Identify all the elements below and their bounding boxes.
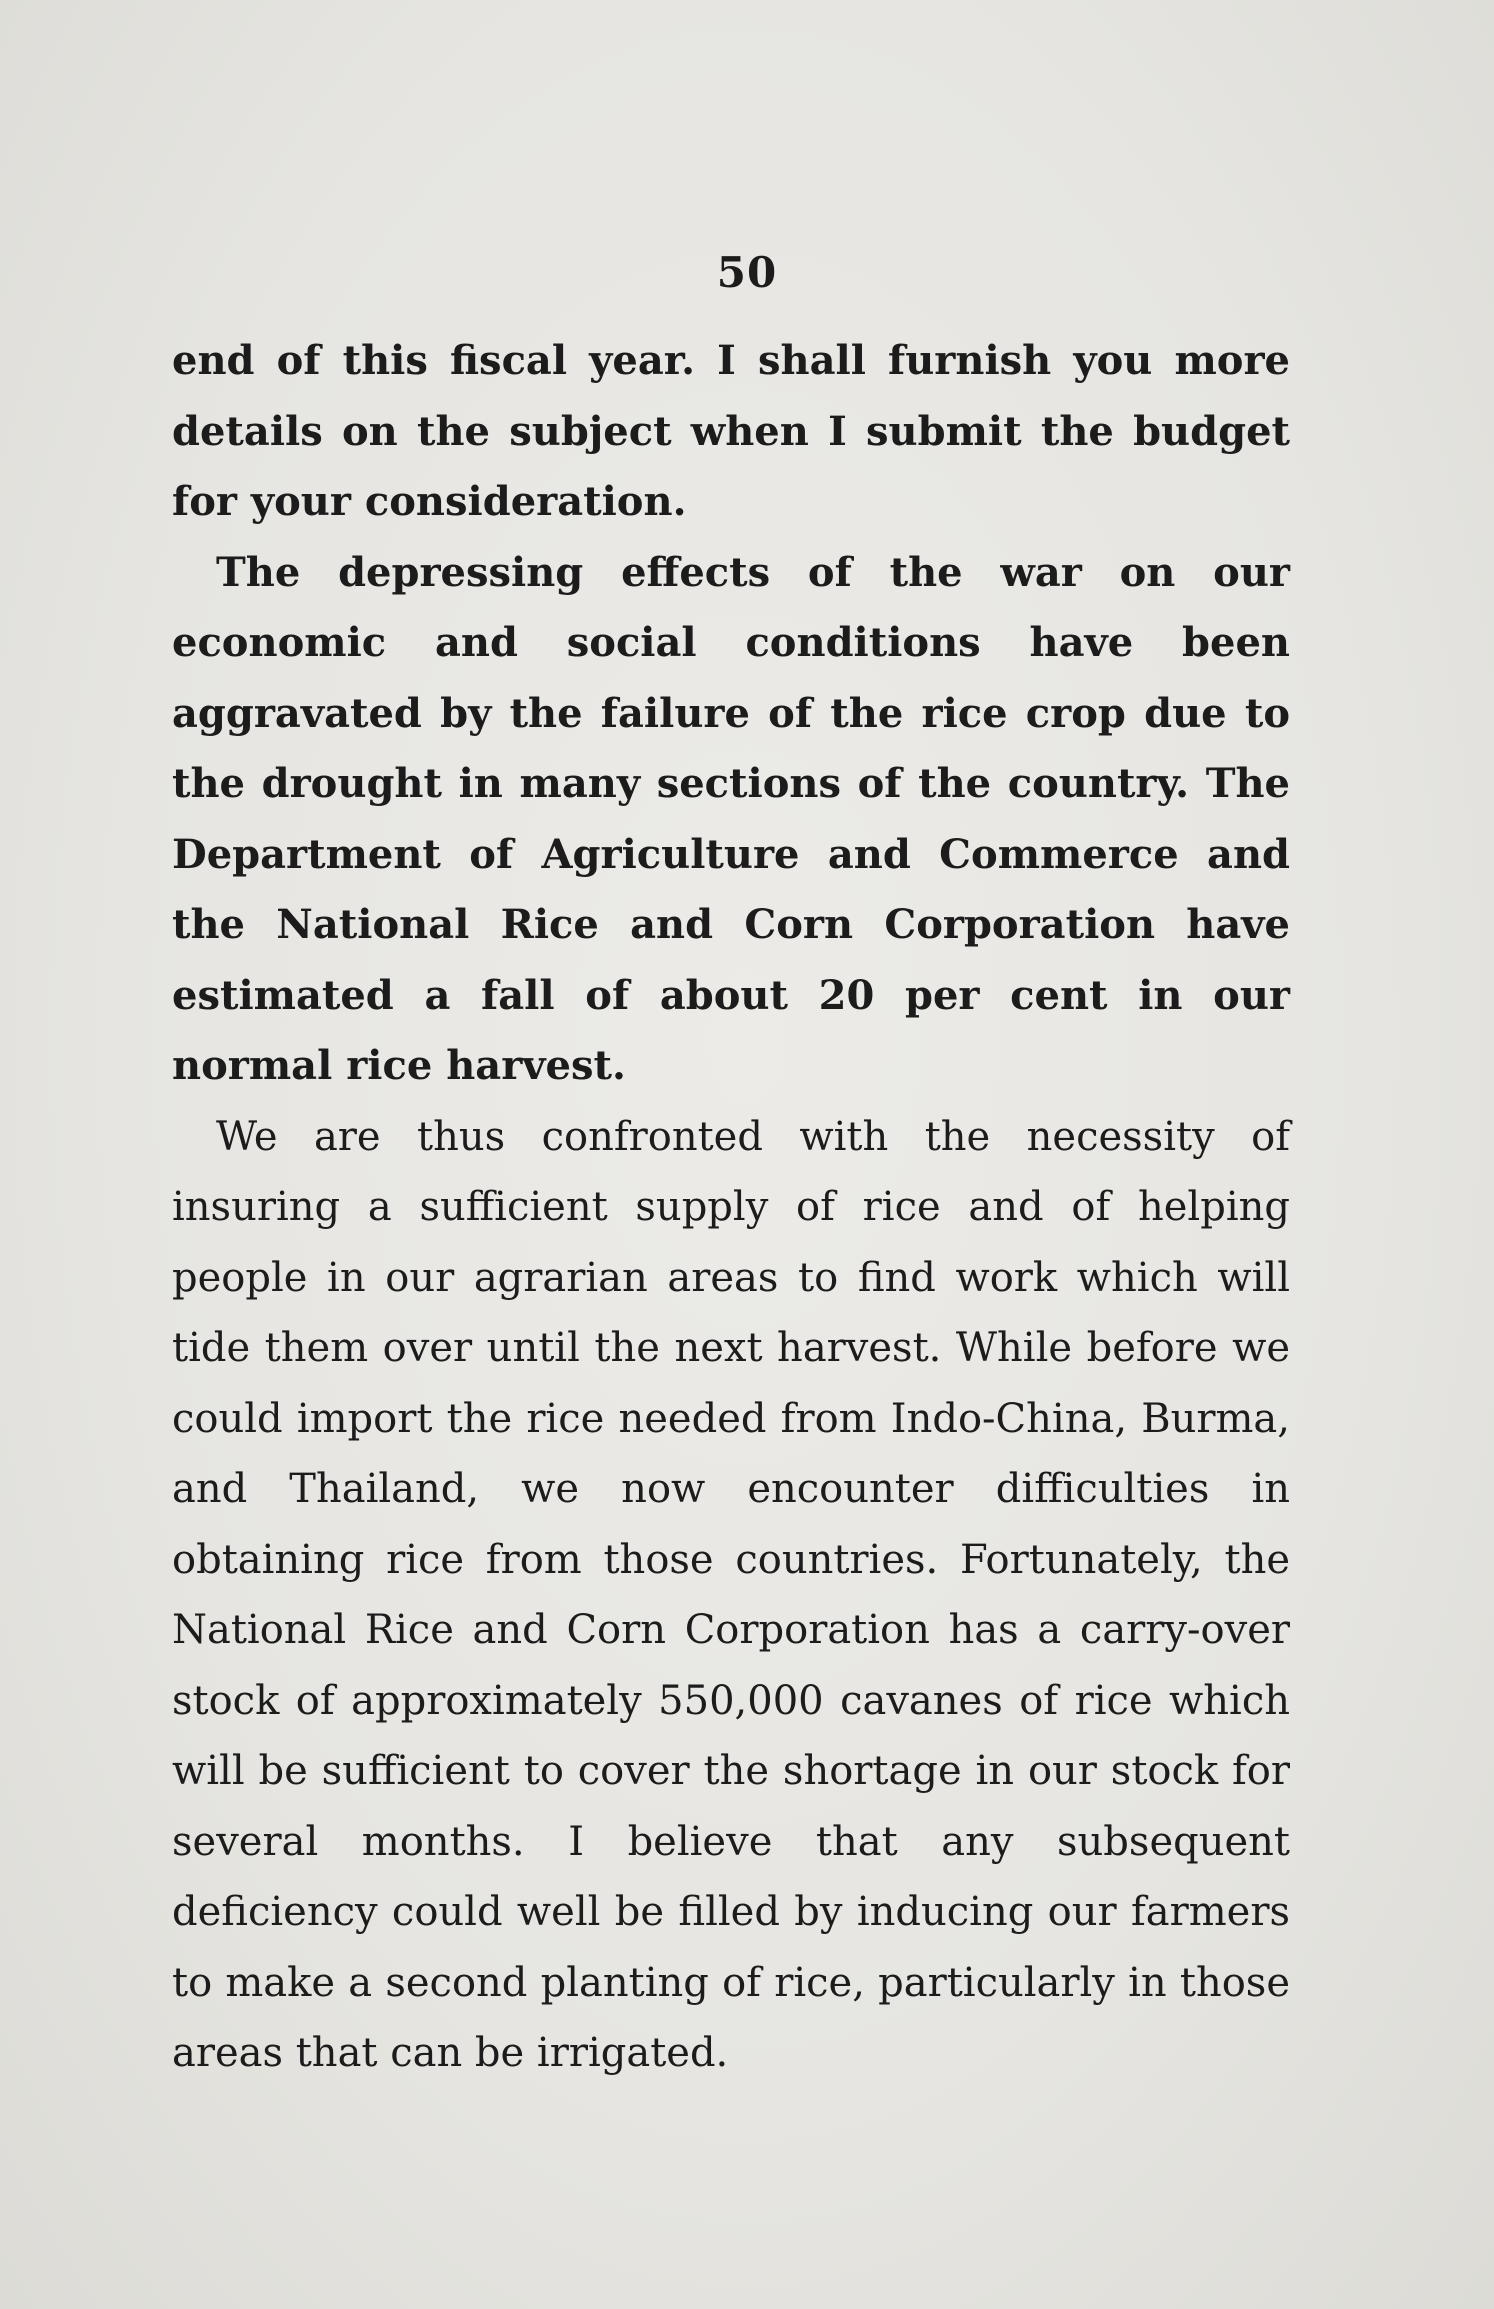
page-number: 50 xyxy=(716,248,778,297)
paragraph-rice-crop-failure: The depressing effects of the war on our economic and social conditions have been aggravated by the failure of the rice crop due to the drought in many sections of the country. The Department of Agriculture and Commerce and the National Rice and Corn Corporation have estimated a fall of about 20 per cent in our normal rice harvest. xyxy=(172,548,1290,1089)
body-text xyxy=(172,326,1290,2089)
paragraph-fiscal-year: end of this fiscal year. I shall furnish you more details on the subject when I submit the budget for your consideration. xyxy=(172,337,1290,525)
paragraph-rice-supply: We are thus confronted with the necessity of insuring a sufficient supply of rice and of helping people in our agrarian areas to find work which will tide them over until the next harvest. While before we could import the rice needed from Indo-China, Burma, and Thailand, we now encounter difficulties in obtaining rice from those countries. Fortunately, the National Rice and Corn Corporation has a carry-over stock of approximately 550,000 cavanes of rice which will be sufficient to cover the shortage in our stock for several months. I believe that any subsequent deficiency could well be filled by inducing our farmers to make a second planting of rice, particularly in those areas that can be irrigated. xyxy=(172,1113,1290,2076)
